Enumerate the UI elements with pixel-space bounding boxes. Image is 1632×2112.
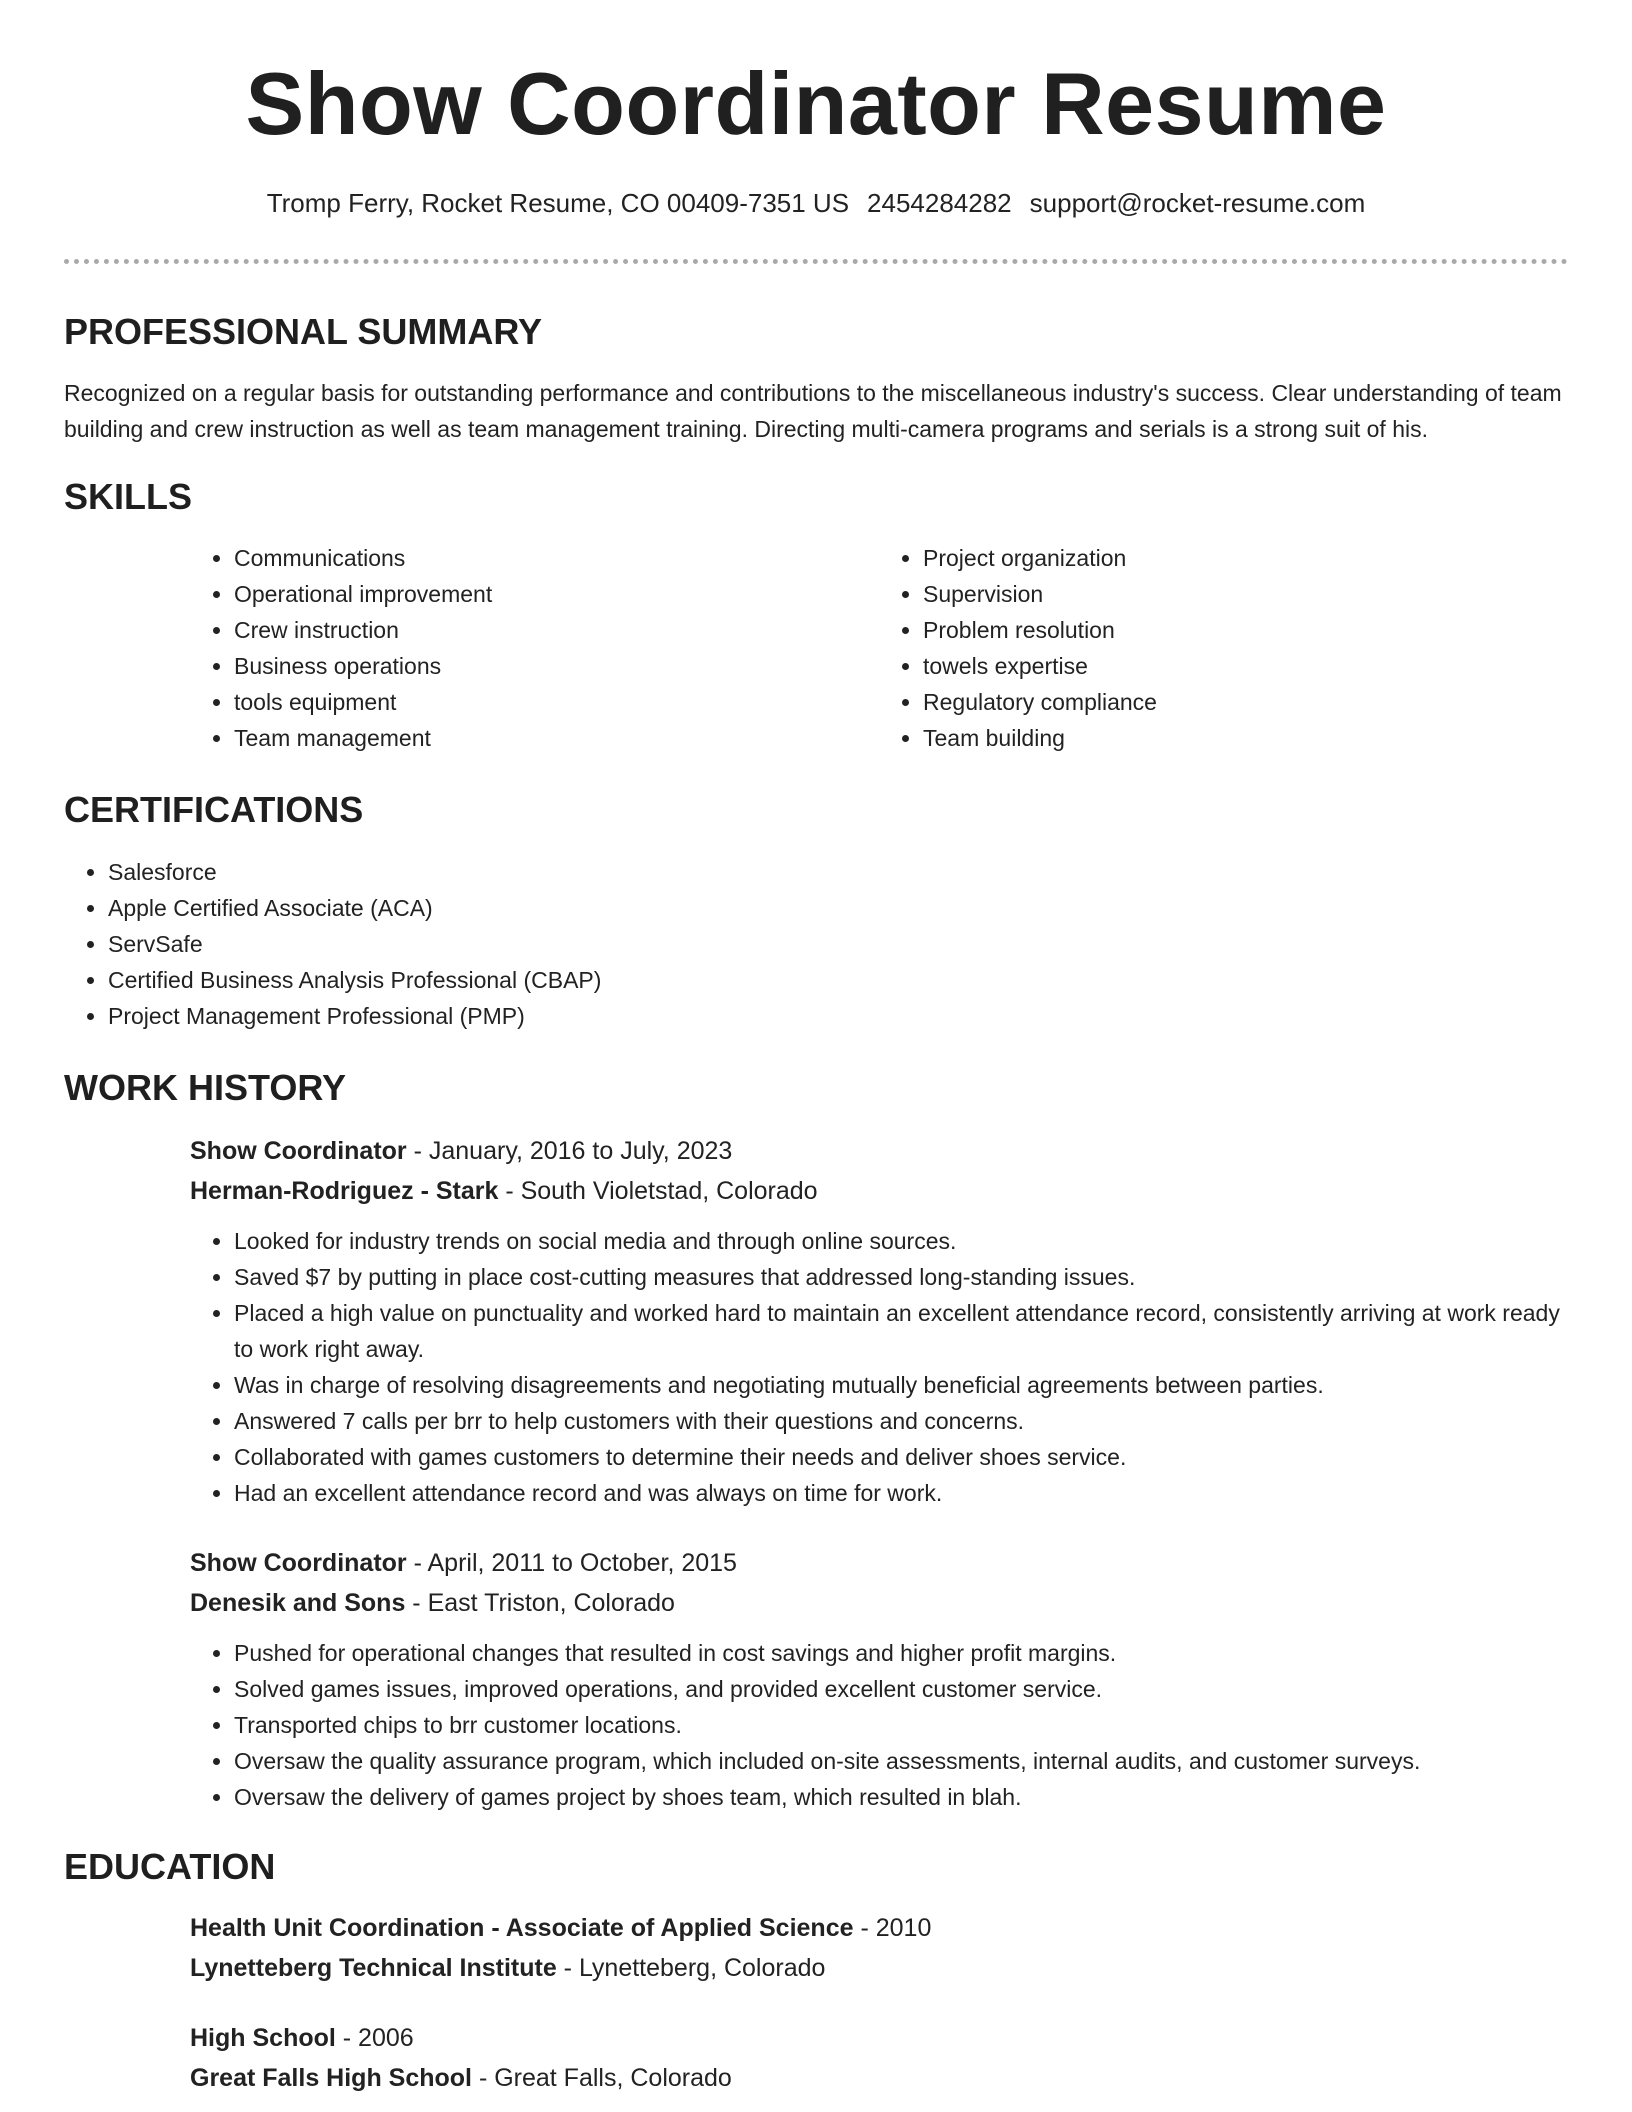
certification-item: • Salesforce bbox=[108, 854, 1568, 890]
job-company: Denesik and Sons bbox=[190, 1588, 406, 1617]
job-bullet: • Was in charge of resolving disagreements and negotiating mutually beneficial agreements between parties. bbox=[234, 1367, 1568, 1403]
certifications-list bbox=[64, 854, 1568, 1034]
job-title-line bbox=[190, 1543, 1568, 1583]
job-dates: - April, 2011 to October, 2015 bbox=[406, 1548, 737, 1577]
skills-list bbox=[190, 540, 1568, 756]
job-bullet: • Transported chips to brr customer locations. bbox=[234, 1707, 1568, 1743]
job-location: - East Triston, Colorado bbox=[405, 1588, 675, 1617]
dotted-divider bbox=[64, 259, 1568, 264]
skill-item: • Regulatory compliance bbox=[923, 684, 1568, 720]
job-bullet: • Looked for industry trends on social media and through online sources. bbox=[234, 1223, 1568, 1259]
job-entry bbox=[190, 1543, 1568, 1815]
job-bullets bbox=[190, 1635, 1568, 1815]
job-title: Show Coordinator bbox=[190, 1136, 407, 1165]
job-bullet: • Saved $7 by putting in place cost-cutting measures that addressed long-standing issues. bbox=[234, 1259, 1568, 1295]
work-history-heading: WORK HISTORY bbox=[64, 1066, 347, 1108]
job-bullet: • Answered 7 calls per brr to help customers with their questions and concerns. bbox=[234, 1403, 1568, 1439]
certifications-heading: CERTIFICATIONS bbox=[64, 789, 364, 831]
skills-column-right bbox=[879, 540, 1568, 756]
skill-item: • Supervision bbox=[923, 576, 1568, 612]
job-location: - South Violetstad, Colorado bbox=[498, 1176, 818, 1205]
skill-item: • Team building bbox=[923, 720, 1568, 756]
email-link[interactable]: support@rocket-resume.com bbox=[1029, 188, 1366, 218]
job-bullet: • Had an excellent attendance record and was always on time for work. bbox=[234, 1475, 1568, 1511]
education-degree: Health Unit Coordination - Associate of Applied Science bbox=[190, 1913, 854, 1942]
job-title-line bbox=[190, 1131, 1568, 1171]
job-bullet: • Oversaw the quality assurance program, which included on-site assessments, internal audits, and customer surveys. bbox=[234, 1743, 1568, 1779]
education-entry bbox=[190, 1908, 1568, 1988]
education-degree-line bbox=[190, 1908, 1568, 1948]
job-bullet: • Collaborated with games customers to determine their needs and deliver shoes service. bbox=[234, 1439, 1568, 1475]
job-company-line bbox=[190, 1583, 1568, 1623]
phone-text: 2454284282 bbox=[867, 188, 1012, 218]
job-bullets bbox=[190, 1223, 1568, 1511]
skill-item: • Communications bbox=[234, 540, 879, 576]
education-school-line bbox=[190, 1948, 1568, 1988]
skill-item: • towels expertise bbox=[923, 648, 1568, 684]
job-bullet: • Solved games issues, improved operations, and provided excellent customer service. bbox=[234, 1671, 1568, 1707]
contact-line bbox=[64, 188, 1568, 219]
certification-item: • Project Management Professional (PMP) bbox=[108, 998, 1568, 1034]
education-degree-line bbox=[190, 2018, 1568, 2058]
certification-item: • ServSafe bbox=[108, 926, 1568, 962]
skill-item: • Crew instruction bbox=[234, 612, 879, 648]
education-heading: EDUCATION bbox=[64, 1845, 276, 1887]
job-entry bbox=[190, 1131, 1568, 1511]
summary-text: Recognized on a regular basis for outstanding performance and contributions to the miscellaneous industry's success. Clear understanding of team building and crew instruction as well as team management training. Directing multi-camera programs and serials is a strong suit of his. bbox=[64, 380, 1562, 443]
education-school: Great Falls High School bbox=[190, 2063, 472, 2092]
address-text: Tromp Ferry, Rocket Resume, CO 00409-7351 US bbox=[266, 188, 850, 218]
summary-heading: PROFESSIONAL SUMMARY bbox=[64, 311, 543, 352]
job-company: Herman-Rodriguez - Stark bbox=[190, 1176, 499, 1205]
skills-heading: SKILLS bbox=[64, 476, 193, 518]
skill-item: • Operational improvement bbox=[234, 576, 879, 612]
education-degree: High School bbox=[190, 2023, 336, 2052]
job-bullet: • Oversaw the delivery of games project by shoes team, which resulted in blah. bbox=[234, 1779, 1568, 1815]
skill-item: • Project organization bbox=[923, 540, 1568, 576]
resume-title: Show Coordinator Resume bbox=[245, 54, 1387, 153]
education-school-line bbox=[190, 2058, 1568, 2098]
skills-column-left bbox=[190, 540, 879, 756]
resume-page bbox=[64, 0, 1568, 2098]
job-bullet: • Pushed for operational changes that resulted in cost savings and higher profit margins. bbox=[234, 1635, 1568, 1671]
education-entry bbox=[190, 2018, 1568, 2098]
certification-item: • Apple Certified Associate (ACA) bbox=[108, 890, 1568, 926]
education-year: - 2006 bbox=[335, 2023, 414, 2052]
job-bullet: • Placed a high value on punctuality and worked hard to maintain an excellent attendance record, consistently arriving at work ready to work right away. bbox=[234, 1295, 1568, 1367]
skill-item: • Team management bbox=[234, 720, 879, 756]
skill-item: • Business operations bbox=[234, 648, 879, 684]
skill-item: • tools equipment bbox=[234, 684, 879, 720]
job-dates: - January, 2016 to July, 2023 bbox=[406, 1136, 733, 1165]
education-school: Lynetteberg Technical Institute bbox=[190, 1953, 557, 1982]
certification-item: • Certified Business Analysis Professional (CBAP) bbox=[108, 962, 1568, 998]
education-location: - Lynetteberg, Colorado bbox=[556, 1953, 826, 1982]
education-location: - Great Falls, Colorado bbox=[472, 2063, 732, 2092]
skill-item: • Problem resolution bbox=[923, 612, 1568, 648]
job-company-line bbox=[190, 1171, 1568, 1211]
job-title: Show Coordinator bbox=[190, 1548, 407, 1577]
education-year: - 2010 bbox=[853, 1913, 932, 1942]
